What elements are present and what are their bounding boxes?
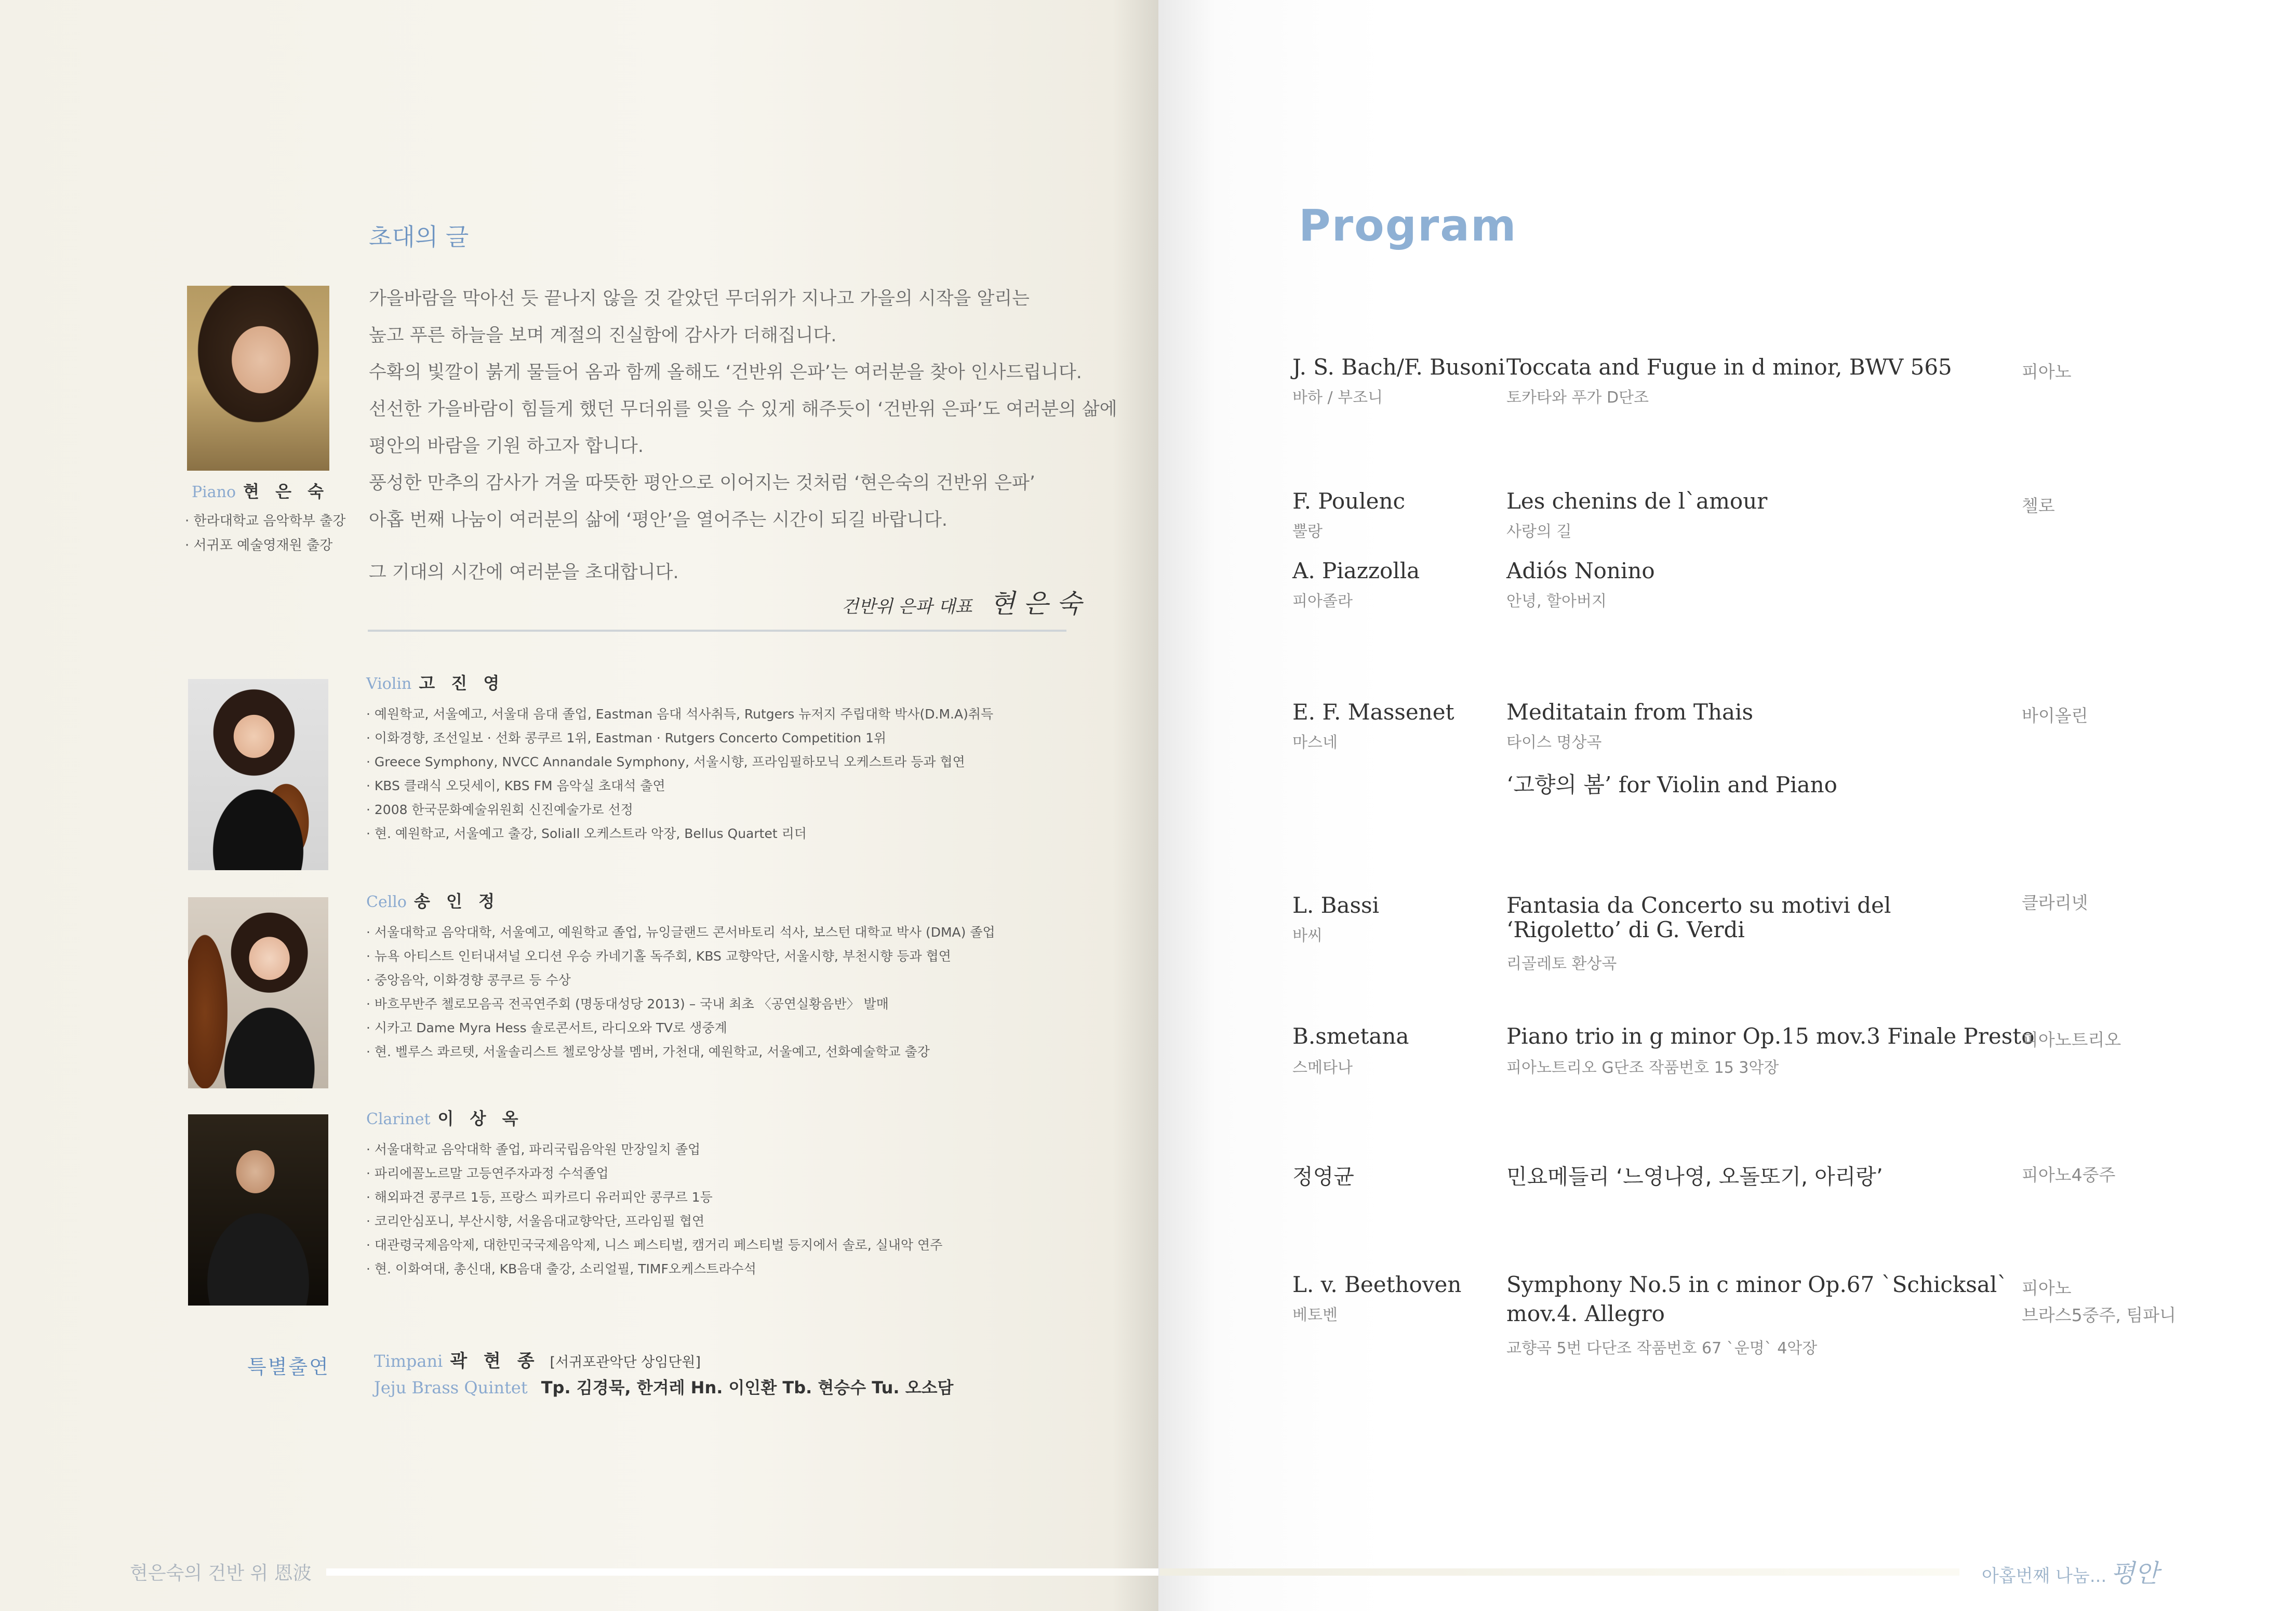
cellist-photo xyxy=(188,897,328,1088)
composer-name-ko: 마스네 xyxy=(1292,734,1338,752)
footer-divider-right xyxy=(1159,1568,1959,1576)
footer-right-emph: 평안 xyxy=(2111,1559,2159,1588)
composer-name: 정영균 xyxy=(1292,1164,1354,1189)
bio-line: · 중앙음악, 이화경향 콩쿠르 등 수상 xyxy=(366,973,571,988)
bio-line: · 바흐무반주 첼로모음곡 전곡연주회 (명동대성당 2013) – 국내 최초 〈공연실황음반〉 발매 xyxy=(366,996,889,1011)
pianist-role: Piano xyxy=(192,483,236,501)
invitation-heading: 초대의 글 xyxy=(369,223,469,251)
work-title: Les chenins de l`amour xyxy=(1506,488,1768,514)
bio-line: · 해외파견 콩쿠르 1등, 프랑스 피카르디 유러피안 콩쿠르 1등 xyxy=(366,1190,713,1205)
cellist-role: Cello xyxy=(366,893,407,911)
bio-line: · 2008 한국문화예술위원회 신진예술가로 선정 xyxy=(366,802,633,817)
brass-credit xyxy=(374,1375,953,1399)
composer-name: L. Bassi xyxy=(1292,893,1380,918)
letter-line: 높고 푸른 하늘을 보며 계절의 진실함에 감사가 더해집니다. xyxy=(369,325,837,346)
clarinetist-bio xyxy=(366,1138,942,1281)
letter-line: 풍성한 만추의 감사가 겨울 따뜻한 평안으로 이어지는 것처럼 ‘현은숙의 건반위 은파’ xyxy=(369,473,1036,494)
work-title-line2: ‘Rigoletto’ di G. Verdi xyxy=(1506,917,1745,942)
violinist-name: 고 진 영 xyxy=(419,673,505,693)
cellist-label xyxy=(366,888,500,912)
brass-role: Jeju Brass Quintet xyxy=(374,1378,528,1397)
bio-line: · 한라대학교 음악학부 출강 xyxy=(185,513,346,529)
timpani-name: 곽 현 종 xyxy=(450,1351,540,1372)
bio-line: · 서울대학교 음악대학 졸업, 파리국립음악원 만장일치 졸업 xyxy=(366,1142,701,1157)
invitation-letter xyxy=(369,281,1117,591)
bio-line: · 현. 이화여대, 총신대, KB음대 출강, 소리얼필, TIMF오케스트라수석 xyxy=(366,1261,756,1276)
pianist-label xyxy=(192,478,329,502)
bio-line: · 서울대학교 음악대학, 서울예고, 예원학교 졸업, 뉴잉글랜드 콘서바토리 석사, 보스턴 대학교 박사 (DMA) 졸업 xyxy=(366,925,995,940)
bio-line: · 현. 벨루스 콰르텟, 서울솔리스트 첼로앙상블 멤버, 가천대, 예원학교, 서울예고, 선화예술학교 출강 xyxy=(366,1044,930,1059)
composer-name-ko: 스메타나 xyxy=(1292,1059,1353,1077)
bio-line: · 뉴욕 아티스트 인터내셔널 오디션 우승 카네기홀 독주회, KBS 교향악단, 서울시향, 부천시향 등과 협연 xyxy=(366,949,951,964)
letter-line: 평안의 바람을 기원 하고자 합니다. xyxy=(369,436,644,457)
work-title: Piano trio in g minor Op.15 mov.3 Finale Presto xyxy=(1506,1023,2035,1049)
instrument: 피아노 xyxy=(2022,362,2072,382)
signature xyxy=(842,583,1082,620)
violinist-label xyxy=(366,670,504,694)
instrument: 바이올린 xyxy=(2022,705,2088,726)
bio-line: · 서귀포 예술영재원 출강 xyxy=(185,538,333,553)
instrument: 클라리넷 xyxy=(2022,893,2088,913)
work-title-ko: 리골레토 환상곡 xyxy=(1506,955,1617,973)
clarinetist-label xyxy=(366,1106,524,1129)
work-title-ko: 피아노트리오 G단조 작품번호 15 3악장 xyxy=(1506,1059,1779,1077)
letter-line: 그 기대의 시간에 여러분을 초대합니다. xyxy=(369,562,679,583)
work-title-ko: 안녕, 할아버지 xyxy=(1506,592,1607,610)
composer-name-ko: 피아졸라 xyxy=(1292,592,1353,610)
violinist-photo xyxy=(188,679,328,870)
pianist-bio xyxy=(185,509,345,558)
work-title: Meditatain from Thais xyxy=(1506,699,1754,725)
composer-name: E. F. Massenet xyxy=(1292,699,1454,725)
program-title: Program xyxy=(1299,200,1517,251)
cellist-name: 송 인 정 xyxy=(413,891,500,911)
composer-name-ko: 베토벤 xyxy=(1292,1306,1338,1324)
work-title: Fantasia da Concerto su motivi del xyxy=(1506,893,1891,918)
bio-line: · 현. 예원학교, 서울예고 출강, Soliall 오케스트라 악장, Bellus Quartet 리더 xyxy=(366,826,807,841)
bio-line: · 대관령국제음악제, 대한민국국제음악제, 니스 페스티벌, 캠거리 페스티벌 등지에서 솔로, 실내악 연주 xyxy=(366,1237,943,1253)
work-title-ko: 사랑의 길 xyxy=(1506,523,1572,541)
composer-name: L. v. Beethoven xyxy=(1292,1272,1462,1297)
composer-name-ko: 바하 / 부조니 xyxy=(1292,389,1383,407)
footer-right-text: 아홉번째 나눔... xyxy=(1982,1566,2107,1587)
cellist-bio xyxy=(366,921,995,1064)
work-title: Toccata and Fugue in d minor, BWV 565 xyxy=(1506,354,1952,380)
violinist-role: Violin xyxy=(366,675,412,693)
bio-line: · 예원학교, 서울예고, 서울대 음대 졸업, Eastman 음대 석사취득, Rutgers 뉴저지 주립대학 박사(D.M.A)취득 xyxy=(366,707,994,722)
footer-right xyxy=(1982,1553,2159,1589)
footer-divider-left xyxy=(326,1568,1158,1576)
composer-name-ko: 뿔랑 xyxy=(1292,523,1323,541)
violinist-bio xyxy=(366,702,993,846)
signature-title: 건반위 은파 대표 xyxy=(842,596,972,617)
footer-left: 현은숙의 건반 위 恩波 xyxy=(130,1563,312,1584)
work-title-ko: 토카타와 푸가 D단조 xyxy=(1506,389,1649,407)
bio-line: · Greece Symphony, NVCC Annandale Symphony, 서울시향, 프라임필하모닉 오케스트라 등과 협연 xyxy=(366,754,965,769)
timpani-affiliation: [서귀포관악단 상임단원] xyxy=(550,1354,701,1370)
instrument: 피아노4중주 xyxy=(2022,1165,2116,1185)
bio-line: · 파리에꼴노르말 고등연주자과정 수석졸업 xyxy=(366,1166,609,1181)
special-guest-label: 특별출연 xyxy=(247,1355,330,1378)
work-title-ko: 타이스 명상곡 xyxy=(1506,734,1602,752)
composer-name: A. Piazzolla xyxy=(1292,558,1420,583)
composer-name: F. Poulenc xyxy=(1292,488,1406,514)
pianist-photo xyxy=(187,286,329,471)
letter-line: 수확의 빛깔이 붉게 물들어 옴과 함께 올해도 ‘건반위 은파’는 여러분을 찾아 인사드립니다. xyxy=(369,362,1082,383)
letter-line: 선선한 가을바람이 힘들게 했던 무더위를 잊을 수 있게 해주듯이 ‘건반위 은파’도 여러분의 삶에 xyxy=(369,399,1117,420)
clarinetist-name: 이 상 옥 xyxy=(437,1109,524,1128)
composer-name: B.smetana xyxy=(1292,1023,1409,1049)
clarinetist-photo xyxy=(188,1114,328,1306)
work-title: 민요메들리 ‘느영나영, 오돌또기, 아리랑’ xyxy=(1506,1164,1883,1189)
composer-name: J. S. Bach/F. Busoni xyxy=(1292,354,1505,380)
timpani-role: Timpani xyxy=(374,1351,443,1371)
letter-line: 가을바람을 막아선 듯 끝나지 않을 것 같았던 무더위가 지나고 가을의 시작을 알리는 xyxy=(369,288,1030,309)
instrument: 피아노트리오 xyxy=(2022,1030,2121,1050)
divider xyxy=(368,630,1066,632)
instrument: 첼로 xyxy=(2022,496,2055,516)
composer-name-ko: 바씨 xyxy=(1292,927,1323,945)
pianist-name: 현 은 숙 xyxy=(243,482,329,501)
work-title: Adiós Nonino xyxy=(1506,558,1655,583)
work-title-2: ‘고향의 봄’ for Violin and Piano xyxy=(1506,772,1837,797)
signature-name: 현 은 숙 xyxy=(990,589,1082,619)
timpani-credit xyxy=(374,1347,701,1372)
work-title-line2: mov.4. Allegro xyxy=(1506,1301,1665,1326)
work-title-ko: 교향곡 5번 다단조 작품번호 67 `운명` 4악장 xyxy=(1506,1339,1818,1357)
bio-line: · 코리안심포니, 부산시향, 서울음대교향악단, 프라임필 협연 xyxy=(366,1214,705,1229)
bio-line: · 이화경향, 조선일보 · 선화 콩쿠르 1위, Eastman · Rutgers Concerto Competition 1위 xyxy=(366,730,887,745)
work-title: Symphony No.5 in c minor Op.67 `Schicksal` xyxy=(1506,1272,2008,1297)
brass-members: Tp. 김경묵, 한겨레 Hn. 이인환 Tb. 현승수 Tu. 오소담 xyxy=(541,1378,954,1397)
bio-line: · KBS 클래식 오딧세이, KBS FM 음악실 초대석 출연 xyxy=(366,778,665,793)
instrument: 피아노 xyxy=(2022,1278,2072,1298)
bio-line: · 시카고 Dame Myra Hess 솔로콘서트, 라디오와 TV로 생중계 xyxy=(366,1020,727,1035)
instrument-2: 브라스5중주, 팀파니 xyxy=(2022,1305,2176,1325)
clarinetist-role: Clarinet xyxy=(366,1110,431,1128)
letter-line: 아홉 번째 나눔이 여러분의 삶에 ‘평안’을 열어주는 시간이 되길 바랍니다. xyxy=(369,510,947,530)
